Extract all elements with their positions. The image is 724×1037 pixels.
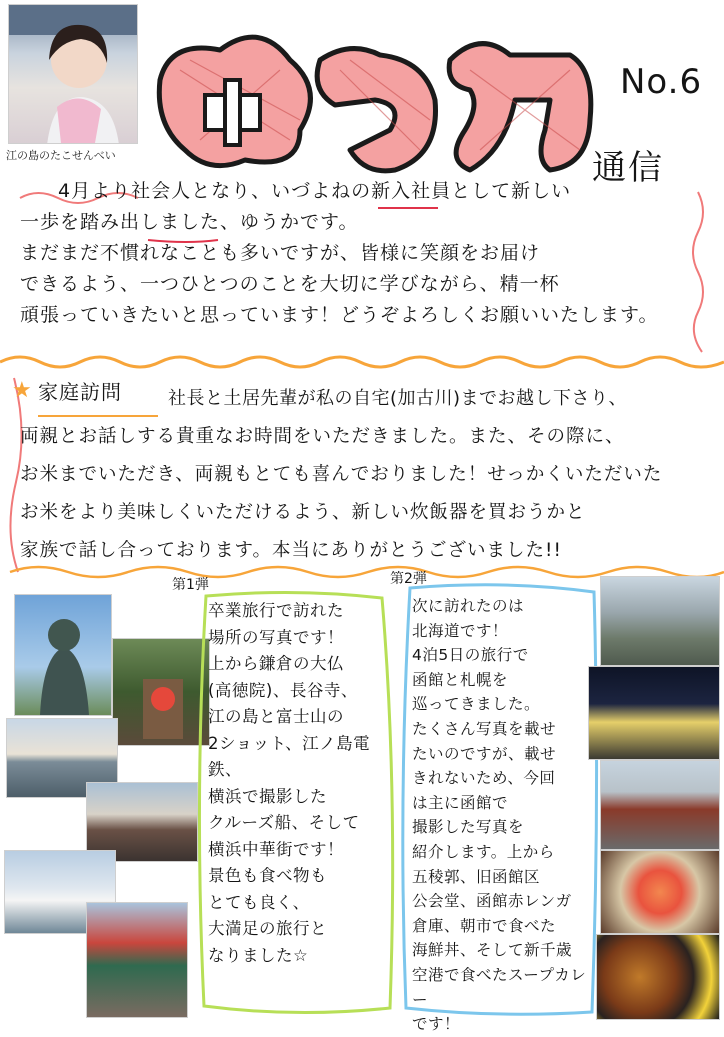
title-suffix: 通信: [592, 148, 664, 188]
column1-text: 卒業旅行で訪れた 場所の写真です！ 上から鎌倉の大仏 (高徳院)、長谷寺、 江の島と富士山の 2ショット、江ノ島電鉄、 横浜で撮影した クルーズ船、そして 横浜中華街です！ 景色も食べ物も とても良く、 大満足の旅行と なりました☆: [208, 601, 371, 965]
intro-paragraph: 4月より社会人となり、いづよねの新入社員として新しい 一歩を踏み出しました、ゆうかです。 まだまだ不慣れなことも多いですが、皆様に笑顔をお届け できるよう、一つひとつのことを大切に学びながら、精一杯 頑張っていきたいと思っています！どうぞよろしくお願いいたします。: [20, 180, 659, 326]
column2-label: 第2弾: [390, 571, 427, 587]
visit-paragraph: 両親とお話しする貴重なお時間をいただきました。また、その際に、 お米までいただき、両親もとても喜んでおりました！せっかくいただいた お米をより美味しくいただけるよう、新しい炊飯器を買おうかと 家族で話し合っております。本当にありがとうございました!!: [20, 426, 663, 561]
photo-great-buddha: [14, 594, 112, 716]
photo-soup-curry: [596, 934, 720, 1020]
photo-chinatown: [86, 902, 188, 1018]
orange-wave-divider: [0, 352, 724, 372]
photo-caption: 江の島のたこせんべい: [6, 149, 116, 162]
photo-seafood-bowl: [600, 850, 720, 934]
column2-text: 次に訪れたのは 北海道です！ 4泊5日の旅行で 函館と札幌を 巡ってきました。 たくさん写真を載せ たいのですが、載せ きれないため、今回 は主に函館で 撮影した写真を 紹介します。上から 五稜郭、旧函館区 公会堂、函館赤レンガ 倉庫、朝市で食べた 海鮮丼、そして新千歳 空港で食べたスープカレー です！: [412, 597, 587, 1034]
visit-first-line: 社長と土居先輩が私の自宅(加古川)までお越し下さり、: [168, 388, 628, 409]
star-icon: ★: [12, 378, 32, 403]
title-bubble-art: [150, 10, 600, 180]
portrait-illustration: [9, 5, 138, 144]
column1-label: 第1弾: [172, 577, 209, 593]
photo-old-public-hall: [588, 666, 720, 760]
visit-heading: 家庭訪問: [38, 380, 122, 404]
photo-goryokaku: [600, 576, 720, 666]
portrait-photo: [8, 4, 138, 144]
photo-red-brick-warehouse: [600, 760, 720, 850]
issue-number: No.6: [620, 62, 703, 102]
title-text: [160, 60, 163, 61]
